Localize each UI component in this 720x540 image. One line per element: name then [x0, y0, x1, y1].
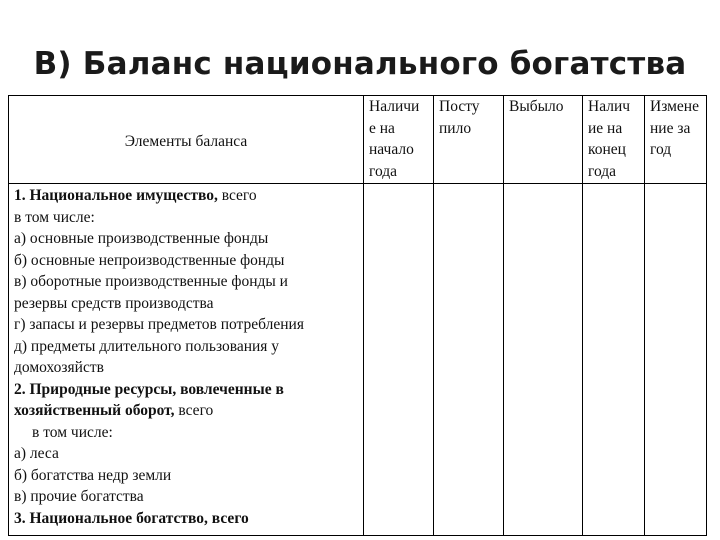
cell-start-of-year — [364, 184, 434, 536]
item-text: всего — [174, 402, 214, 419]
list-item — [14, 207, 358, 229]
item-text: д) предметы длительного пользования у — [14, 337, 280, 355]
item-text: в том числе: — [14, 208, 95, 226]
list-item — [14, 228, 358, 250]
list-item — [14, 250, 358, 272]
header-text: Выбыло — [509, 98, 564, 115]
header-text: Наличи — [369, 98, 420, 115]
header-start-of-year — [364, 96, 434, 184]
item-text: в) оборотные производственные фонды и — [14, 273, 288, 290]
item-bold: 1. Национальное имущество, — [14, 187, 218, 204]
header-text: конец — [588, 141, 626, 158]
header-text: Измене — [650, 98, 699, 115]
item-text: а) основные производственные фонды — [14, 230, 269, 247]
item-text: в том числе: — [32, 423, 113, 441]
item-text: в) прочие богатства — [14, 488, 144, 505]
list-item — [14, 357, 358, 379]
list-item — [14, 336, 358, 358]
balance-table — [8, 95, 707, 536]
header-elements: Элементы баланса — [9, 96, 364, 184]
list-item — [14, 443, 358, 465]
header-text: года — [588, 162, 617, 180]
header-text: года — [369, 162, 398, 180]
header-disposed — [504, 96, 583, 184]
header-text: год — [650, 141, 672, 158]
cell-end-of-year — [583, 184, 645, 536]
list-item — [14, 379, 358, 401]
item-text: всего — [217, 187, 257, 204]
table-body-row — [9, 184, 707, 536]
list-item — [14, 271, 358, 293]
item-bold: хозяйственный оборот, — [14, 402, 175, 419]
slide-title: В) Баланс национального богатства — [33, 46, 687, 82]
item-text: резервы средств производства — [14, 294, 214, 312]
header-end-of-year — [583, 96, 645, 184]
list-item — [14, 400, 358, 422]
table-header-row — [9, 96, 707, 184]
header-text: е на — [369, 119, 395, 137]
item-bold: 3. Национальное богатство, всего — [14, 509, 249, 527]
header-text: ние за — [650, 119, 691, 137]
list-item — [14, 422, 358, 444]
item-bold: 2. Природные ресурсы, вовлеченные в — [14, 380, 284, 398]
list-item — [14, 486, 358, 508]
balance-elements-list — [9, 184, 364, 536]
list-item — [14, 508, 358, 530]
item-text: б) богатства недр земли — [14, 466, 172, 484]
header-received — [434, 96, 504, 184]
item-text: домохозяйств — [14, 359, 104, 376]
header-text: начало — [369, 141, 414, 158]
list-item — [14, 465, 358, 487]
cell-change — [645, 184, 707, 536]
list-item — [14, 185, 358, 207]
list-item — [14, 293, 358, 315]
header-change — [645, 96, 707, 184]
item-text: б) основные непроизводственные фонды — [14, 251, 285, 269]
item-text: г) запасы и резервы предметов потребления — [14, 316, 304, 333]
cell-received — [434, 184, 504, 536]
cell-disposed — [504, 184, 583, 536]
header-text: Посту — [439, 98, 480, 115]
header-text: Налич — [588, 98, 631, 115]
header-text: пило — [439, 119, 472, 137]
list-item — [14, 314, 358, 336]
item-text: а) леса — [14, 445, 59, 462]
header-text: ие на — [588, 119, 623, 137]
